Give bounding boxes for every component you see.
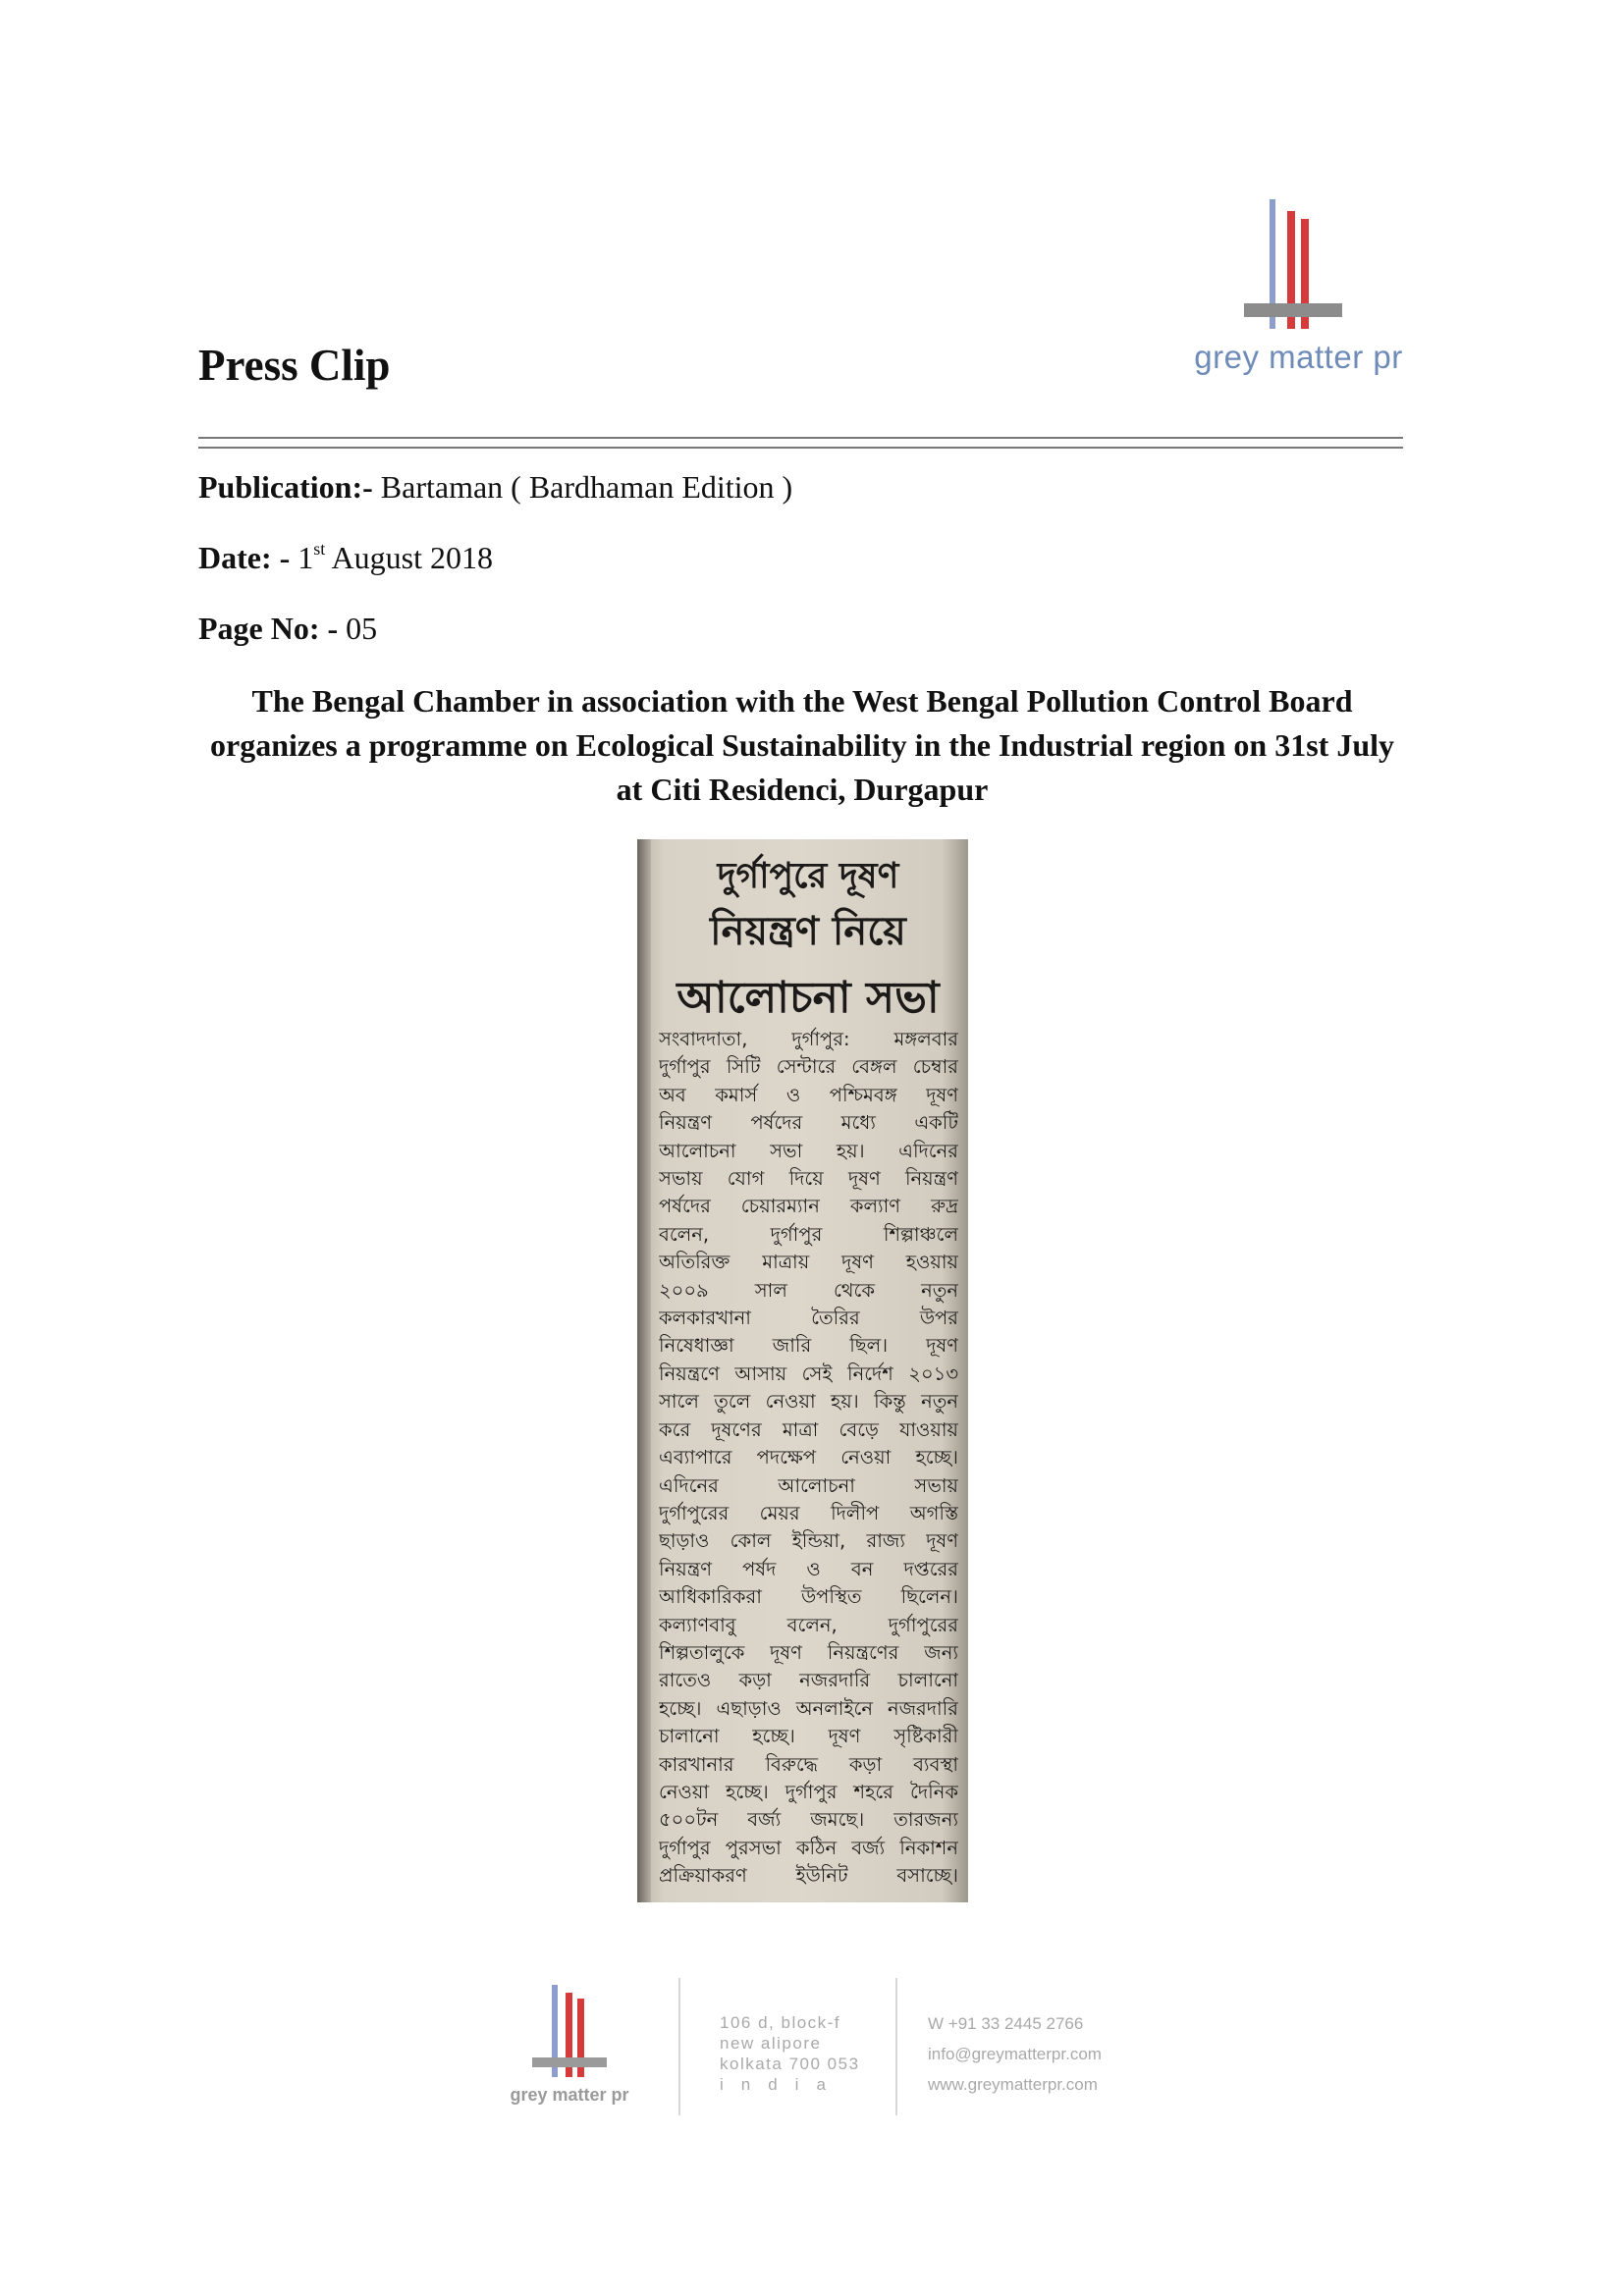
grey-matter-logo-icon bbox=[1244, 197, 1342, 335]
brand-logo bbox=[1193, 191, 1404, 388]
clipping-body-line: প্রক্রিয়াকরণ ইউনিট বসাচ্ছে। bbox=[659, 1864, 958, 1888]
date-label: Date: - bbox=[198, 540, 291, 575]
clipping-headline-line: আলোচনা সভা bbox=[676, 973, 940, 1023]
publication-label: Publication:- bbox=[198, 469, 373, 505]
footer-phone: W +91 33 2445 2766 bbox=[928, 2014, 1084, 2033]
clipping-body-line: কল্যাণবাবু বলেন, দুর্গাপুরের bbox=[659, 1613, 958, 1636]
logo-grey-bar bbox=[532, 2057, 607, 2067]
grey-matter-logo-icon bbox=[532, 1983, 607, 2081]
article-headline: The Bengal Chamber in association with the West Bengal Pollution Control Board organizes a programme on Ecological Sustainability in the Industrial region on 31st July at Citi Residenci, Durgapur bbox=[209, 683, 1394, 807]
footer-logo bbox=[491, 1983, 648, 2110]
clipping-body-line: নিয়ন্ত্রণ পর্ষদের মধ্যে একটি bbox=[659, 1111, 958, 1135]
clipping-body-line: আলোচনা সভা হয়। এদিনের bbox=[659, 1139, 958, 1162]
address-line: new alipore bbox=[720, 2034, 822, 2053]
clipping-body bbox=[659, 1026, 958, 1891]
page-footer bbox=[491, 1973, 1159, 2120]
publication-value: Bartaman ( Bardhaman Edition ) bbox=[380, 469, 793, 505]
clipping-shadow-edge bbox=[637, 839, 651, 1902]
clipping-body-line: দুর্গাপুরের মেয়র দিলীপ অগস্তি bbox=[659, 1501, 958, 1524]
footer-divider bbox=[895, 1978, 897, 2115]
clipping-body-line: দুর্গাপুর পুরসভা কঠিন বর্জ্য নিকাশন bbox=[659, 1836, 958, 1859]
clipping-body-line: অতিরিক্ত মাত্রায় দূষণ হওয়ায় bbox=[659, 1251, 958, 1274]
date-suffix: st bbox=[313, 539, 326, 559]
clipping-body-line: ৫০০টন বর্জ্য জমছে। তারজন্য bbox=[659, 1808, 958, 1832]
footer-website[interactable]: www.greymatterpr.com bbox=[928, 2075, 1098, 2094]
footer-divider bbox=[678, 1978, 680, 2115]
clipping-body-line: নেওয়া হচ্ছে। দুর্গাপুর শহরে দৈনিক bbox=[659, 1780, 958, 1803]
clipping-body-line: নিয়ন্ত্রণ পর্ষদ ও বন দপ্তরের bbox=[659, 1557, 958, 1580]
publication-line bbox=[198, 471, 792, 503]
clipping-body-line: পর্ষদের চেয়ারম্যান কল্যাণ রুদ্র bbox=[659, 1195, 958, 1218]
clipping-body-line: সালে তুলে নেওয়া হয়। কিন্তু নতুন bbox=[659, 1390, 958, 1414]
logo-grey-bar bbox=[1244, 303, 1342, 317]
clipping-body-line: অব কমার্স ও পশ্চিমবঙ্গ দূষণ bbox=[659, 1083, 958, 1106]
date-line bbox=[198, 539, 493, 575]
clipping-body-line: নিয়ন্ত্রণে আসায় সেই নির্দেশ ২০১৩ bbox=[659, 1362, 958, 1385]
clipping-body-line: নিষেধাজ্ঞা জারি ছিল। দূষণ bbox=[659, 1334, 958, 1358]
clipping-body-line: হচ্ছে। এছাড়াও অনলাইনে নজরদারি bbox=[659, 1696, 958, 1720]
address-line: 106 d, block-f bbox=[720, 2013, 841, 2032]
clipping-body-line: চালানো হচ্ছে। দূষণ সৃষ্টিকারী bbox=[659, 1725, 958, 1748]
clipping-body-line: শিল্পতালুকে দূষণ নিয়ন্ত্রণের জন্য bbox=[659, 1640, 958, 1664]
footer-email[interactable]: info@greymatterpr.com bbox=[928, 2045, 1102, 2063]
separator-rule bbox=[198, 437, 1403, 449]
clipping-body-line: করে দূষণের মাত্রা বেড়ে যাওয়ায় bbox=[659, 1417, 958, 1441]
clipping-body-line: সভায় যোগ দিয়ে দূষণ নিয়ন্ত্রণ bbox=[659, 1167, 958, 1191]
newspaper-clipping bbox=[637, 839, 968, 1902]
clipping-body-line: ছাড়াও কোল ইন্ডিয়া, রাজ্য দূষণ bbox=[659, 1529, 958, 1553]
footer-address bbox=[720, 2012, 860, 2095]
page-value: 05 bbox=[346, 611, 378, 646]
clipping-body-line: ২০০৯ সাল থেকে নতুন bbox=[659, 1278, 958, 1302]
address-line: india bbox=[720, 2075, 843, 2094]
clipping-body-line: কারখানার বিরুদ্ধে কড়া ব্যবস্থা bbox=[659, 1752, 958, 1776]
clipping-body-line: এদিনের আলোচনা সভায় bbox=[659, 1473, 958, 1497]
clipping-body-line: আধিকারিকরা উপস্থিত ছিলেন। bbox=[659, 1585, 958, 1609]
clipping-body-line: দুর্গাপুর সিটি সেন্টারে বেঙ্গল চেম্বার bbox=[659, 1055, 958, 1079]
page-number-line bbox=[198, 613, 377, 644]
date-day: 1 bbox=[298, 540, 314, 575]
date-rest: August 2018 bbox=[331, 540, 493, 575]
clipping-body-line: রাতেও কড়া নজরদারি চালানো bbox=[659, 1669, 958, 1692]
clipping-body-line: এব্যাপারে পদক্ষেপ নেওয়া হচ্ছে। bbox=[659, 1446, 958, 1469]
clipping-body-line: বলেন, দুর্গাপুর শিল্পাঞ্চলে bbox=[659, 1222, 958, 1246]
footer-logo-text: grey matter pr bbox=[510, 2085, 629, 2105]
clipping-body-line: সংবাদদাতা, দুর্গাপুর: মঙ্গলবার bbox=[659, 1028, 958, 1050]
clipping-headline-line: নিয়ন্ত্রণ নিয়ে bbox=[710, 909, 906, 954]
page-label: Page No: - bbox=[198, 611, 339, 646]
page-title: Press Clip bbox=[198, 341, 391, 390]
footer-contact bbox=[928, 2008, 1102, 2100]
clipping-headline-line: দুর্গাপুরে দূষণ bbox=[717, 856, 899, 896]
clipping-body-line: কলকারখানা তৈরির উপর bbox=[659, 1307, 958, 1330]
address-line: kolkata 700 053 bbox=[720, 2055, 860, 2073]
brand-logo-text: grey matter pr bbox=[1194, 339, 1403, 375]
